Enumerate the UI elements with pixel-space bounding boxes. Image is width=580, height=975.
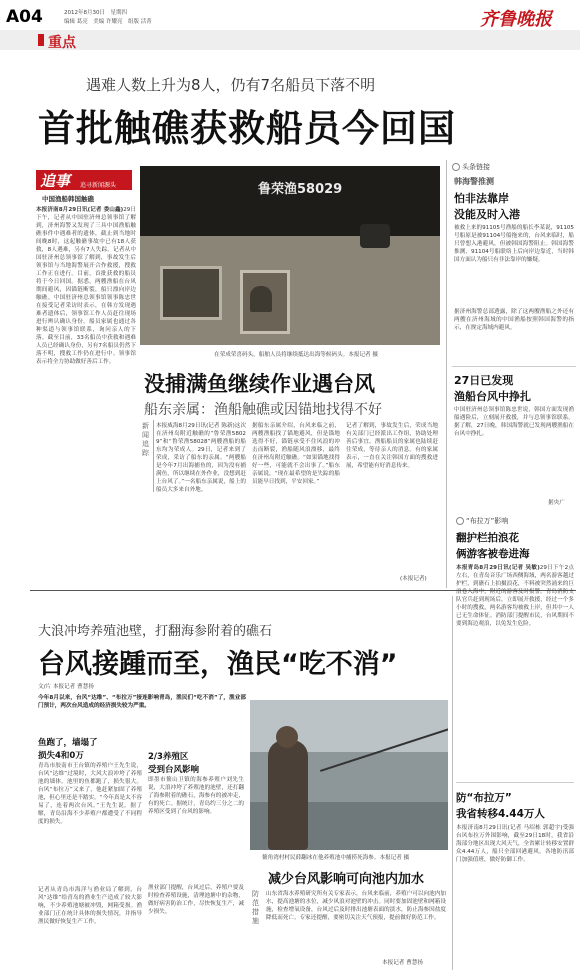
- sidebar-title-3: 没能及时入港: [454, 208, 520, 221]
- story2-sub1b: 损失4和0万: [38, 751, 84, 761]
- sidebar-label-icon: [452, 163, 460, 171]
- sidebar-bottom-title-4: 我省转移4.44万人: [456, 808, 545, 820]
- section-marker: [38, 34, 44, 46]
- sidebar-bottom-divider: [452, 596, 453, 970]
- story2-body-4: 渔业部门提醒，台风过后，养殖户要及时检查养殖设施，清理池塘中的杂物，做好病害防治工作，尽快恢复生产，减少损失。: [148, 885, 244, 915]
- follow-label: 中国渔船韩国触礁: [42, 195, 94, 203]
- fisherman-head: [276, 726, 298, 748]
- sidebar-bottom-label-icon: [456, 517, 464, 525]
- story2-body-3: 即墨市鳌山卫镇的海参养殖户刘先生说，大浪冲垮了养殖池的池壁，还打翻了海参附着的礁石，海参有的被冲走，有的死亡。据统计，青岛约三分之二的养殖区受到了台风的影响。: [148, 777, 244, 815]
- sub1-byline: (本报记者): [400, 576, 427, 582]
- fisherman-figure: [268, 740, 308, 850]
- sub2-kicker: 减少台风影响可向池内加水: [268, 872, 425, 887]
- story2-photo-caption: 鳌角湾村村民薛翻冰在他养殖池中捕捞死海参。本报记者 摄: [262, 855, 410, 861]
- sub2-body: 山东省海水养殖研究所有关专家表示，台风来临前，养殖户可以向池内加水，提高池塘的水位，减少风浪对池壁的冲击。同时要加固池壁和网箱设施，检查增氧设备，台风过后及时排出池塘表面的淡水，防止海参因盐度降低而死亡。专家还提醒，要密切关注天气预报，提前做好防范工作。: [266, 891, 446, 921]
- story1-byline: 本报济南8月29日讯(记者 娄山鑫): [36, 207, 124, 213]
- person-figure: [250, 286, 272, 312]
- sidebar-bottom-title-1: 翻护栏拍浪花: [456, 532, 519, 544]
- sidebar-body-3: 中国驻济州总领事馆陈忠世说，韩国方面发现渔船遇险后，立刻展开救援，并与总领事馆联系。据了解，27日晚，韩国海警就已发现两艘渔船在台风中挣扎。: [454, 407, 574, 437]
- section-bar: [0, 30, 580, 50]
- page-number: A04: [6, 7, 43, 27]
- story2-body-2: 记者从青岛市海洋与渔业局了解到，台风“达维”给青岛的渔业生产造成了较大影响，不少养殖池塘被冲毁，网箱受损。渔业部门正在统计具体的损失情况，并指导渔民做好恢复生产工作。: [38, 887, 142, 925]
- story2-sub2: 2/3养殖区: [148, 752, 189, 762]
- deck-lamp: [360, 224, 390, 248]
- badge-title: 追事: [40, 172, 71, 190]
- sidebar-title-1: 韩海警推测: [454, 177, 494, 186]
- sub2-byline: 本报记者 曹慧扬: [382, 960, 423, 966]
- sidebar-body-2: 据济州海警总部透露，除了这两艘渔船之外还有两艘在济州海域的中国渔船按照韩国海警的指示，在规定海域内避风。: [454, 309, 574, 331]
- sidebar-title-2: 怕非法靠岸: [454, 192, 509, 205]
- sidebar-bottom-title-3: 防“布拉万”: [456, 792, 512, 804]
- sidebar-bottom-title-2: 俩游客被卷进海: [456, 548, 530, 560]
- sidebar-divider: [446, 160, 447, 588]
- story1-kicker: 遇难人数上升为8人，仍有7名船员下落不明: [86, 76, 376, 94]
- sub1-body-col1: 本报威海8月29日讯(记者 陈新)这次在济州岛附近触礁的“鲁荣渔58029”和“鲁荣渔58028”两艘渔船的船东均为荣成人。29日，记者来到了荣成，采访了船东的亲属。“两艘船是今年7月出海捕鱼的，因为没有捕满鱼，所以继续在外作业，没想到赶上台风了。”一名船东亲属说，船上的船员大多来自外地。: [156, 423, 246, 493]
- story2-byline: 文/片 本报记者 曹慧扬: [38, 684, 94, 690]
- ship-name-sign: 鲁荣渔58029: [258, 182, 343, 197]
- paper-name: 齐鲁晚报: [480, 9, 552, 30]
- date-line: 2012年8月30日 星期四: [64, 10, 127, 16]
- story1-body-text: 29日下午，记者从中国驻济州总领事馆了解到，济州海警又发现了三具中国渔船触礁事件中遇难者的遗体，截止到当地时间晚8时，这起触礁事故中已有18人获救，8人遇难，另有7人失踪。记者从中国驻济州总领事馆了解到，事故发生后领事馆与当地海警展开合作救援，搜救工作正在进行。目前，首批获救的船员将于今日回国。据悉，两艘渔船在台风期间避风，因锚链断裂，船只漂向岸边触礁。中国驻济州总领事馆领事陈忠世在接受记者采访时表示，在韩方发现遇难者遗体后，领事馆工作人员赶往现场进行辨认确认身份。船员家属也通过各种渠道与领事馆联系，询问亲人的下落。截至目前，33名船员中获救和遇难人员已经确认身份，另有7名船员仍然下落不明，搜救工作仍在进行中。领事馆表示将全力协助做好善后工作。: [36, 207, 136, 365]
- story2-lead: 今年8月以来，台风“达维”、“布拉万”接连影响青岛，渔民们“吃不消”了，渔业部门预计，两次台风造成的经济损失较为严重。: [38, 695, 246, 709]
- sidebar-bottom-label: “布拉万”影响: [466, 517, 509, 525]
- story2-photo: [250, 700, 448, 850]
- masthead: [0, 0, 580, 51]
- sub2-label: 防范措施: [252, 890, 259, 925]
- sidebar-bottom-byline: 本报青岛8月29日讯(记者 吴敏): [456, 565, 540, 571]
- editor-line: 编辑 葛亮 美编 许耀亮 组版 活菁: [64, 19, 152, 25]
- sidebar-bottom-body-2: 本报济南8月29日讯(记者 马绍栋 郭超宇)受强台风布拉万外围影响，截至29日18时，我省沿海部分地区出现大风天气，全省累计转移安置群众4.44万人，船只全部回港避风。各地防汛部门加强值班，做好防御工作。: [456, 825, 574, 863]
- story2-sub2b: 受到台风影响: [148, 765, 200, 775]
- story1-headline: 首批触礁获救船员今回国: [38, 107, 456, 150]
- cabin-window: [160, 266, 222, 320]
- story1-photo-caption: 在荣成荣喜码头，船舶人员将继续抵达出海等候码头。本报记者 摄: [214, 352, 378, 358]
- sidebar-bottom-body: [456, 564, 574, 776]
- sidebar-sign: 据央广: [548, 500, 565, 506]
- story2-sub1: 鱼跑了，墙塌了: [38, 738, 98, 748]
- sidebar-title-4: 27日已发现: [454, 374, 514, 387]
- story1-photo: [140, 166, 440, 345]
- sidebar-bottom: [456, 512, 576, 972]
- sub1-body-col3: 记者了解到，事故发生后，荣成当地有关部门已经派出工作组，协助处理善后事宜。渔船船员的家属也陆续赶往荣成，等待亲人的消息。有的家属表示，一直在关注韩国方面的搜救进展，希望能有好消息传来。: [346, 423, 438, 469]
- sidebar-bottom-body-text: 29日下午2点左右，在青岛音乐广场西侧海域，两名游客越过护栏，到礁石上拍摄浪花，不料被突然涌来的巨浪卷入海中，附近的游客及时报警。青岛消防支队官兵赶到现场后，立即展开救援，经过一个多小时的搜救，两名游客均被救上岸，但其中一人已无生命体征。消防部门提醒市民，台风期间不要到海边观浪，以免发生危险。: [456, 565, 574, 627]
- sub1-kicker: 没捕满鱼继续作业遇台风: [144, 372, 375, 396]
- sidebar-bottom-rule: [456, 782, 574, 783]
- sub1-body-col2: 据船东亲属介绍，台风来临之前，两艘渔船找了锚地避风，但是锚地选得不好，锚链承受不住风浪的冲击而断裂，渔船随风浪漂移，最终在济州岛附近触礁。“如果锚地找得好一些，可能就不会出事了。”船东亲属说，“现在最希望的是失踪的船员能早日找到，平安回家。”: [252, 423, 340, 485]
- sub1-headline: 船东亲属：渔船触礁或因锚地找得不好: [144, 402, 382, 418]
- story1-body: [36, 206, 136, 580]
- story2-headline: 台风接踵而至，渔民“吃不消”: [38, 649, 398, 680]
- sidebar-body-1: 被救上来的91105号渔船的船长李某说，91105号船原是被91104号船拖来的，台风来临时，船只曾想入港避风，但被韩国海警阻止。韩国海警推测，91104号船联络上后向岸边靠近，当时韩国方面认为船只有非法靠岸的嫌疑。: [454, 225, 574, 263]
- sidebar-rule: [452, 366, 576, 367]
- sidebar-title-5: 渔船台风中挣扎: [454, 390, 531, 403]
- story2-body-1: 青岛市胶南市王台镇的养殖户王先生说，台风“达维”过境时，大风大浪冲垮了养殖池的墙体，池里的鱼都跑了，损失很大。台风“布拉万”又来了，他赶紧加固了养殖池，但心里还是不踏实。“今年真是太不容易了，连着两次台风。”王先生说。据了解，青岛沿海不少养殖户都遭受了不同程度的损失。: [38, 763, 142, 825]
- section-label: 重点: [48, 35, 76, 51]
- sub1-label: 新闻追踪: [142, 422, 149, 457]
- story2-kicker: 大浪冲垮养殖池壁，打翻海参附着的礁石: [38, 624, 273, 639]
- badge-subtitle: 追寻新闻源头: [80, 182, 117, 189]
- sidebar-label: 头条链接: [462, 163, 490, 171]
